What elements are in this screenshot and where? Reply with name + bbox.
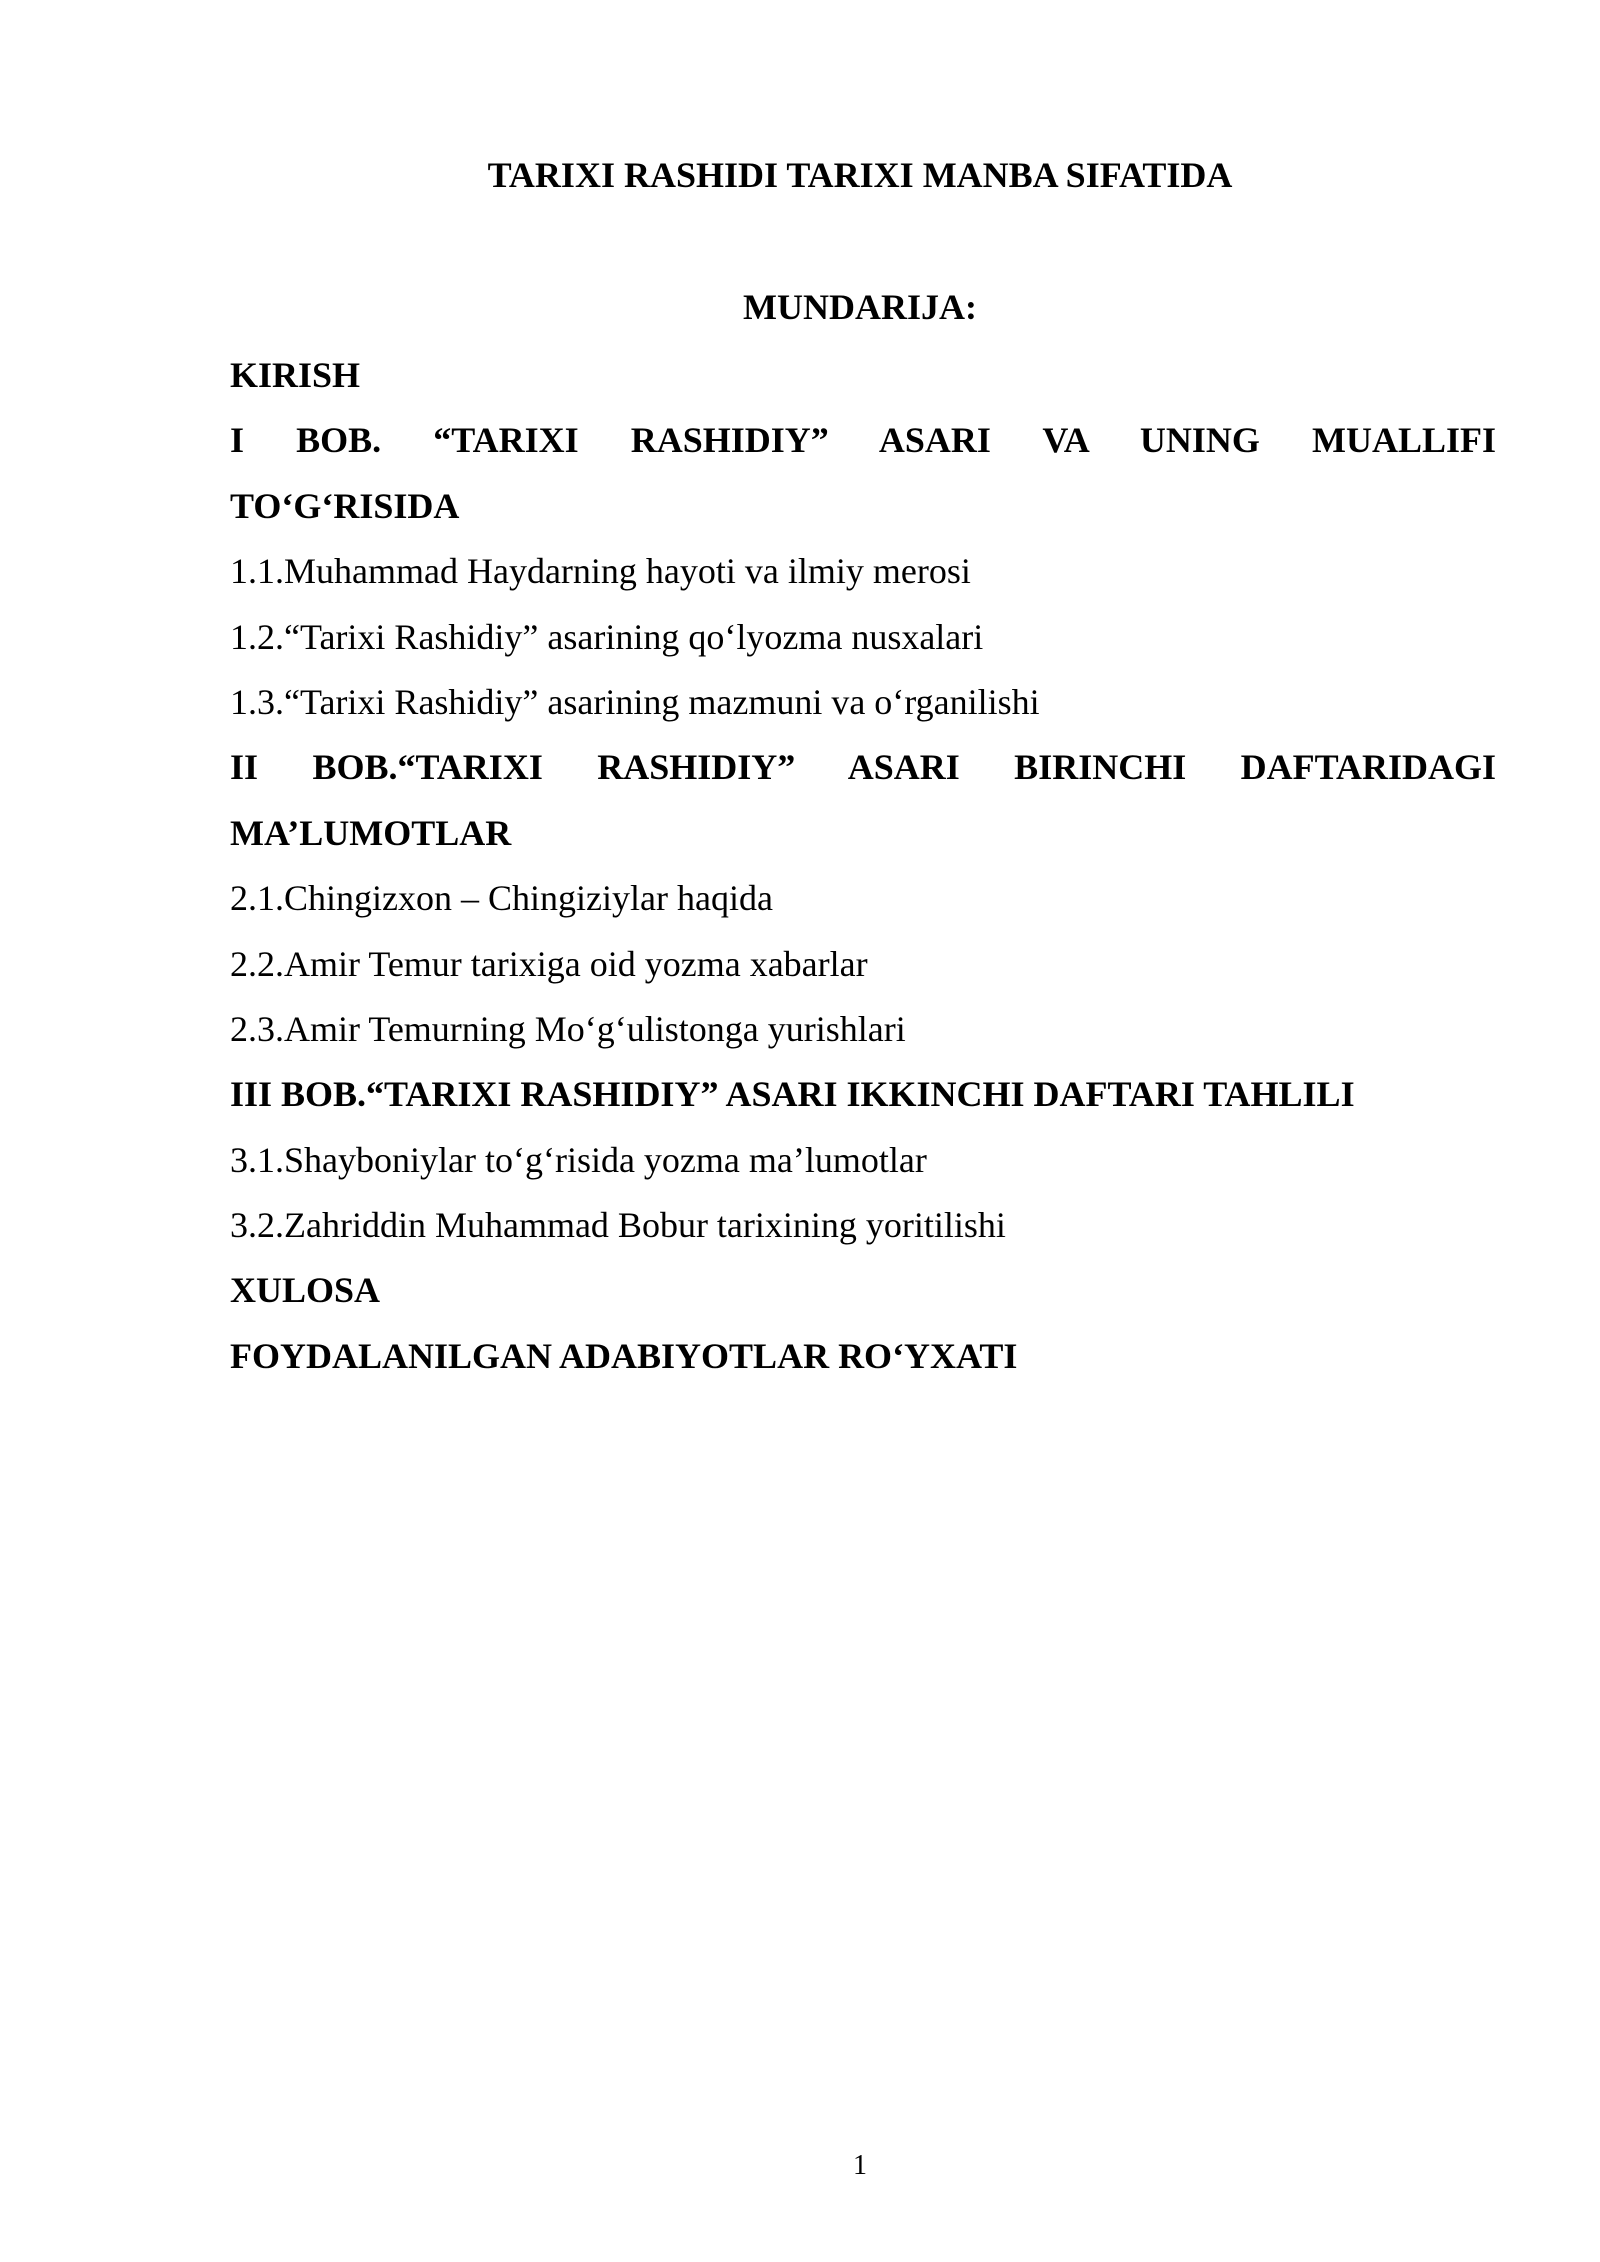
toc-item-references: FOYDALANILGAN ADABIYOTLAR RO‘YXATI bbox=[230, 1335, 1018, 1376]
toc-chapter-1-line-2: TO‘G‘RISIDA bbox=[230, 485, 460, 526]
toc-item-xulosa: XULOSA bbox=[230, 1270, 381, 1311]
page-number: 1 bbox=[853, 2150, 867, 2181]
toc-chapter-1-line-1: I BOB. “TARIXI RASHIDIY” ASARI VA UNING MUALLIFI bbox=[230, 420, 1496, 461]
toc-section-1-2: 1.2.“Tarixi Rashidiy” asarining qo‘lyozma nusxalari bbox=[230, 616, 984, 657]
table-of-contents bbox=[230, 343, 1496, 1389]
toc-section-2-3: 2.3.Amir Temurning Mo‘g‘ulistonga yurishlari bbox=[230, 1008, 906, 1049]
toc-chapter-3: III BOB.“TARIXI RASHIDIY” ASARI IKKINCHI DAFTARI TAHLILI bbox=[230, 1074, 1355, 1115]
toc-section-3-1: 3.1.Shayboniylar to‘g‘risida yozma ma’lumotlar bbox=[230, 1139, 927, 1180]
toc-section-2-2: 2.2.Amir Temur tarixiga oid yozma xabarlar bbox=[230, 943, 868, 984]
toc-chapter-2-line-2: MA’LUMOTLAR bbox=[230, 812, 512, 853]
toc-section-2-1: 2.1.Chingizxon – Chingiziylar haqida bbox=[230, 878, 773, 919]
toc-item-kirish: KIRISH bbox=[230, 355, 361, 395]
toc-section-3-2: 3.2.Zahriddin Muhammad Bobur tarixining yoritilishi bbox=[230, 1205, 1006, 1246]
toc-section-1-3: 1.3.“Tarixi Rashidiy” asarining mazmuni va o‘rganilishi bbox=[230, 681, 1040, 722]
toc-heading: MUNDARIJA: bbox=[743, 287, 977, 327]
toc-chapter-2-line-1: II BOB.“TARIXI RASHIDIY” ASARI BIRINCHI DAFTARIDAGI bbox=[230, 747, 1496, 788]
toc-section-1-1: 1.1.Muhammad Haydarning hayoti va ilmiy merosi bbox=[230, 551, 971, 592]
document-title: TARIXI RASHIDI TARIXI MANBA SIFATIDA bbox=[487, 155, 1233, 195]
